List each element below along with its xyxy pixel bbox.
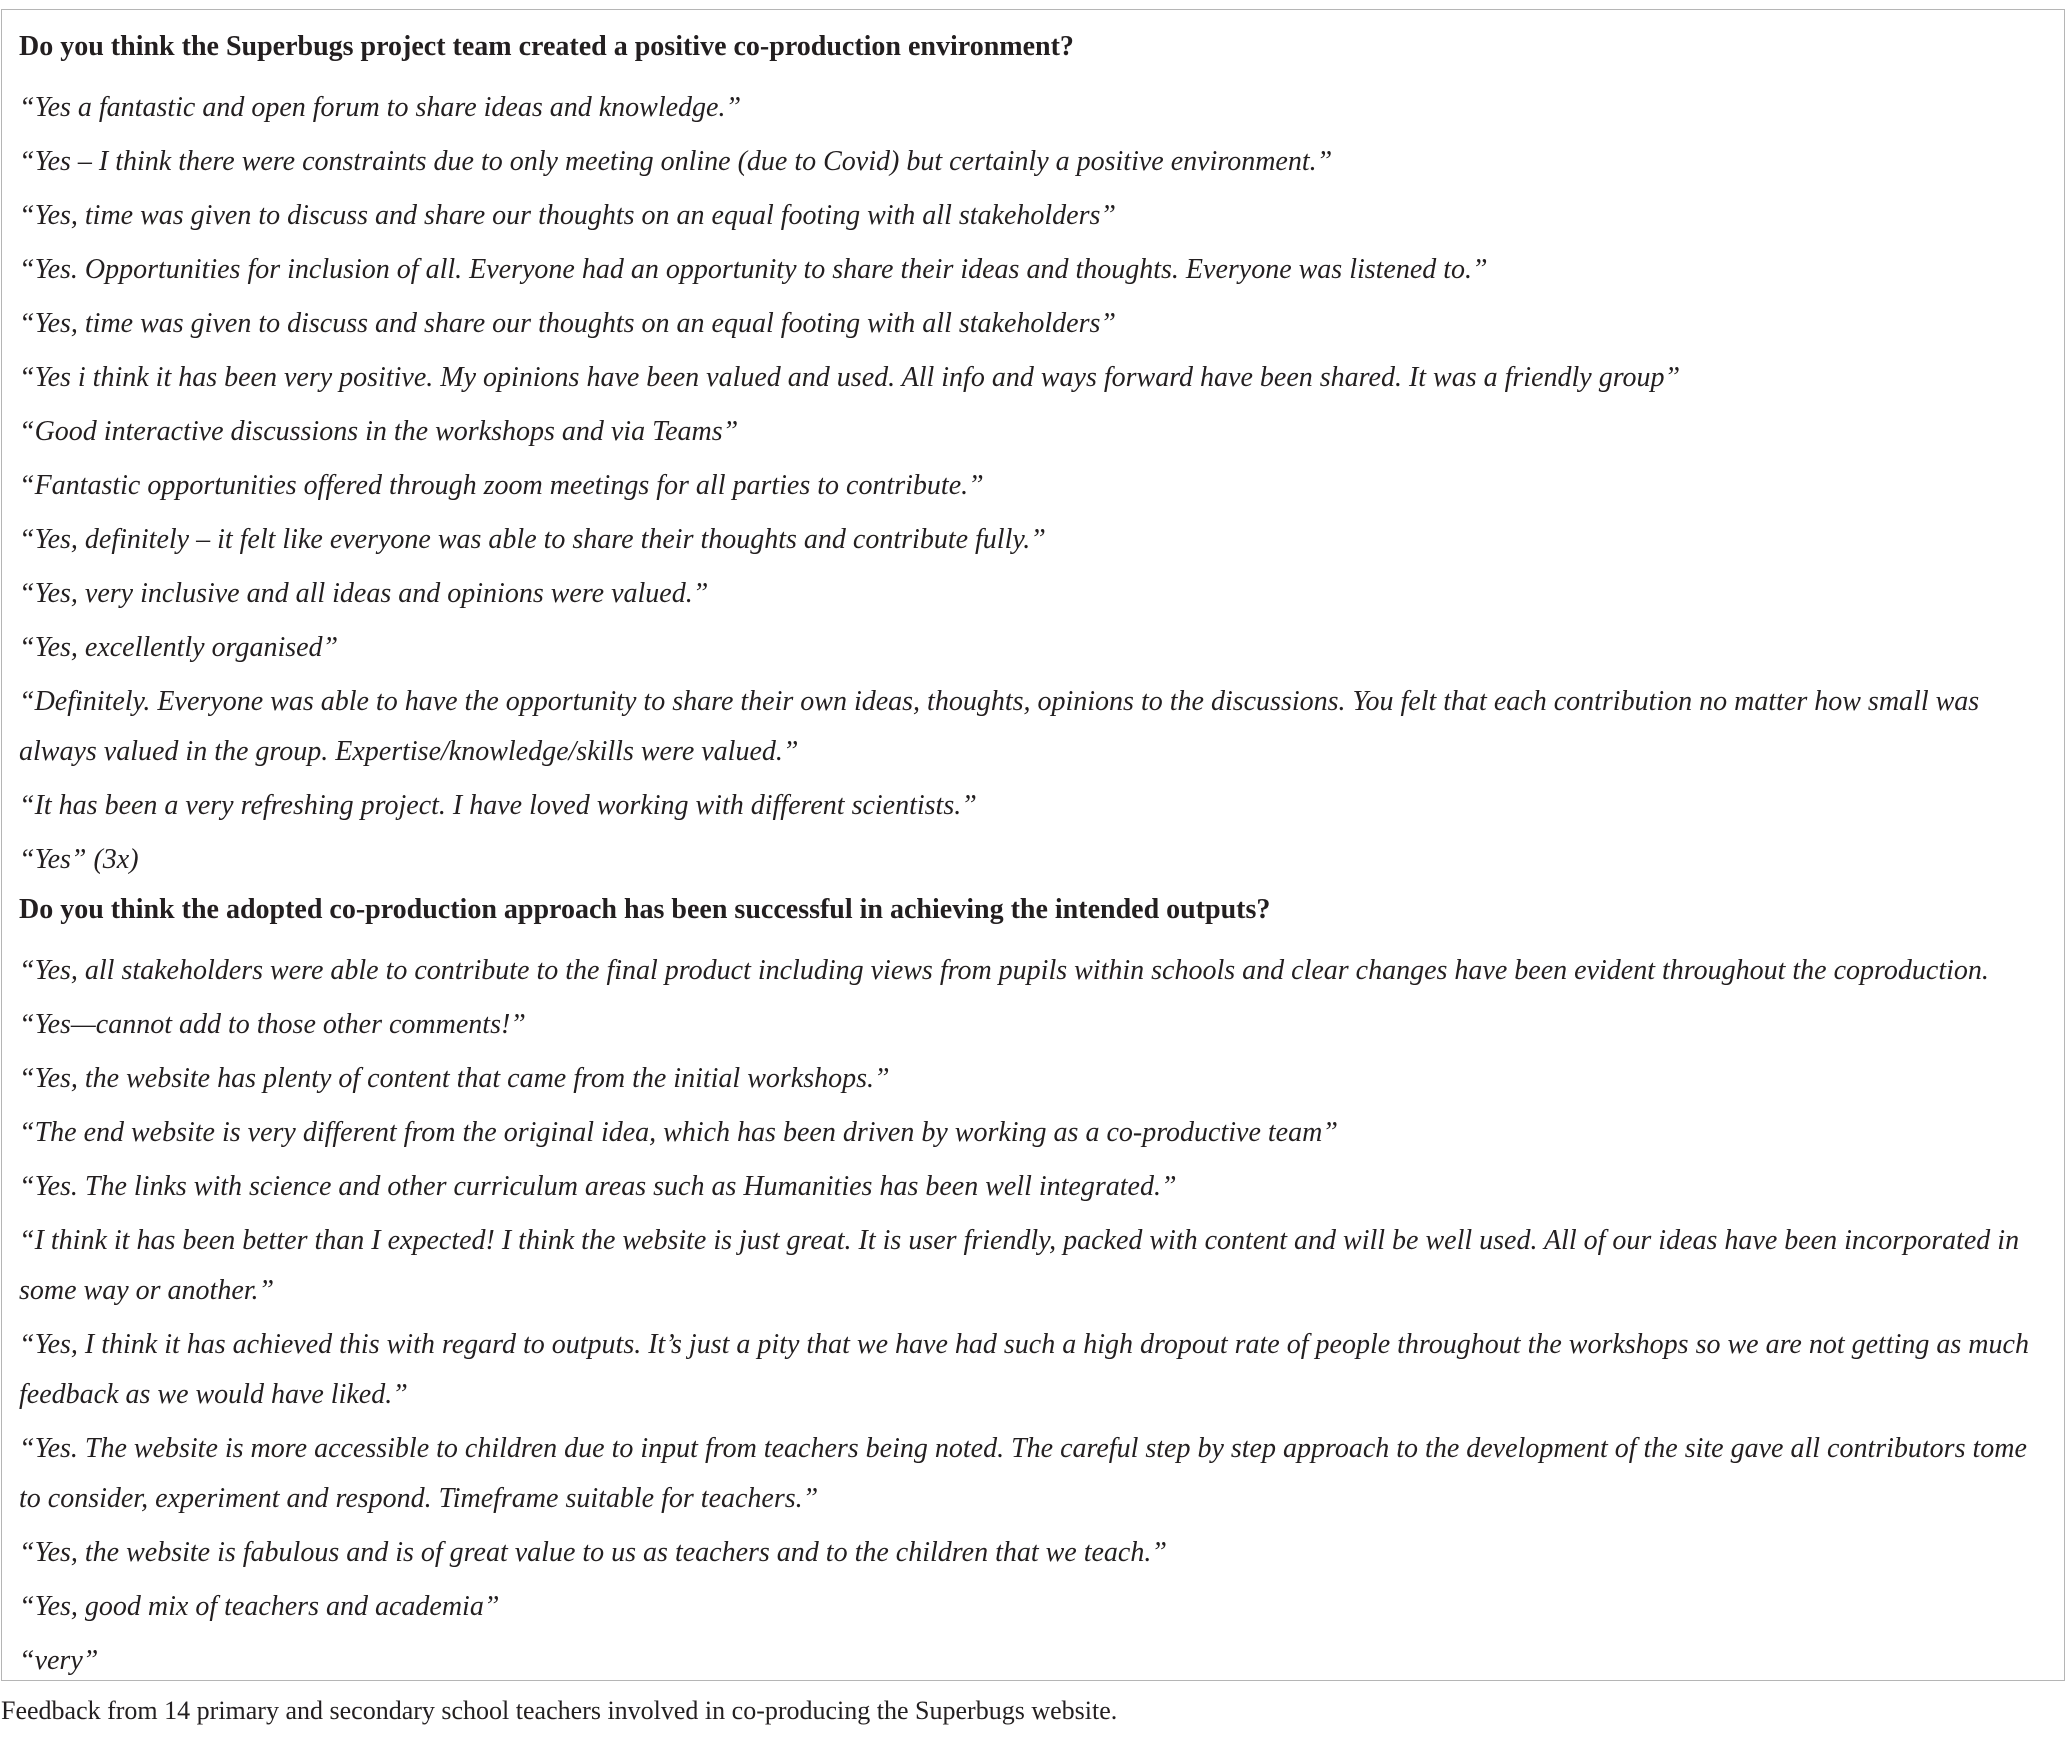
response: “Yes, the website is fabulous and is of great value to us as teachers and to the children that we teach.”	[19, 1537, 1167, 1568]
response: “Yes, all stakeholders were able to contribute to the final product including views from pupils within schools and clear changes have been evident throughout the coproduction.	[19, 955, 1989, 986]
response: “Yes” (3x)	[19, 844, 139, 875]
response: “Yes a fantastic and open forum to share ideas and knowledge.”	[19, 92, 742, 123]
response: “The end website is very different from the original idea, which has been driven by working as a co-productive team”	[19, 1117, 1338, 1148]
response: “I think it has been better than I expected! I think the website is just great. It is user friendly, packed with content and will be well used. All of our ideas have been incorporated in some way or another.”	[19, 1225, 2020, 1306]
response: “Yes, very inclusive and all ideas and opinions were valued.”	[19, 578, 709, 609]
response: “Yes, good mix of teachers and academia”	[19, 1591, 500, 1622]
response: “Yes, time was given to discuss and share our thoughts on an equal footing with all stakeholders”	[19, 200, 1116, 231]
response: “Yes, time was given to discuss and share our thoughts on an equal footing with all stakeholders”	[19, 308, 1116, 339]
response: “Yes, definitely – it felt like everyone was able to share their thoughts and contribute fully.”	[19, 524, 1046, 555]
response: “Yes. The links with science and other curriculum areas such as Humanities has been well integrated.”	[19, 1171, 1177, 1202]
response: “Yes, excellently organised”	[19, 632, 339, 663]
response: “Yes, the website has plenty of content that came from the initial workshops.”	[19, 1063, 890, 1094]
table-content	[19, 26, 2049, 1690]
response: “Fantastic opportunities offered through zoom meetings for all parties to contribute.”	[19, 470, 984, 501]
feedback-table	[1, 9, 2065, 1681]
table-caption: Feedback from 14 primary and secondary school teachers involved in co-producing the Superbugs website.	[1, 1696, 1118, 1725]
response: “very”	[19, 1645, 99, 1676]
response: “Yes—cannot add to those other comments!”	[19, 1009, 526, 1040]
response: “It has been a very refreshing project. I have loved working with different scientists.”	[19, 790, 977, 821]
response: “Yes, I think it has achieved this with regard to outputs. It’s just a pity that we have had such a high dropout rate of people throughout the workshops so we are not getting as much feedback as we would have liked.”	[19, 1329, 2029, 1410]
response: “Good interactive discussions in the workshops and via Teams”	[19, 416, 739, 447]
question-1-heading: Do you think the Superbugs project team created a positive co-production environment?	[19, 31, 1074, 62]
response: “Yes. The website is more accessible to children due to input from teachers being noted. The careful step by step approach to the development of the site gave all contributors tome to consider, experiment and respond. Timeframe suitable for teachers.”	[19, 1433, 2027, 1514]
response: “Yes – I think there were constraints due to only meeting online (due to Covid) but certainly a positive environment.”	[19, 146, 1333, 177]
response: “Yes i think it has been very positive. My opinions have been valued and used. All info and ways forward have been shared. It was a friendly group”	[19, 362, 1681, 393]
response: “Yes. Opportunities for inclusion of all. Everyone had an opportunity to share their ideas and thoughts. Everyone was listened to.”	[19, 254, 1488, 285]
response: “Definitely. Everyone was able to have the opportunity to share their own ideas, thoughts, opinions to the discussions. You felt that each contribution no matter how small was always valued in the group. Expertise/knowledge/skills were valued.”	[19, 686, 1980, 767]
question-2-heading: Do you think the adopted co-production approach has been successful in achieving the intended outputs?	[19, 894, 1271, 925]
